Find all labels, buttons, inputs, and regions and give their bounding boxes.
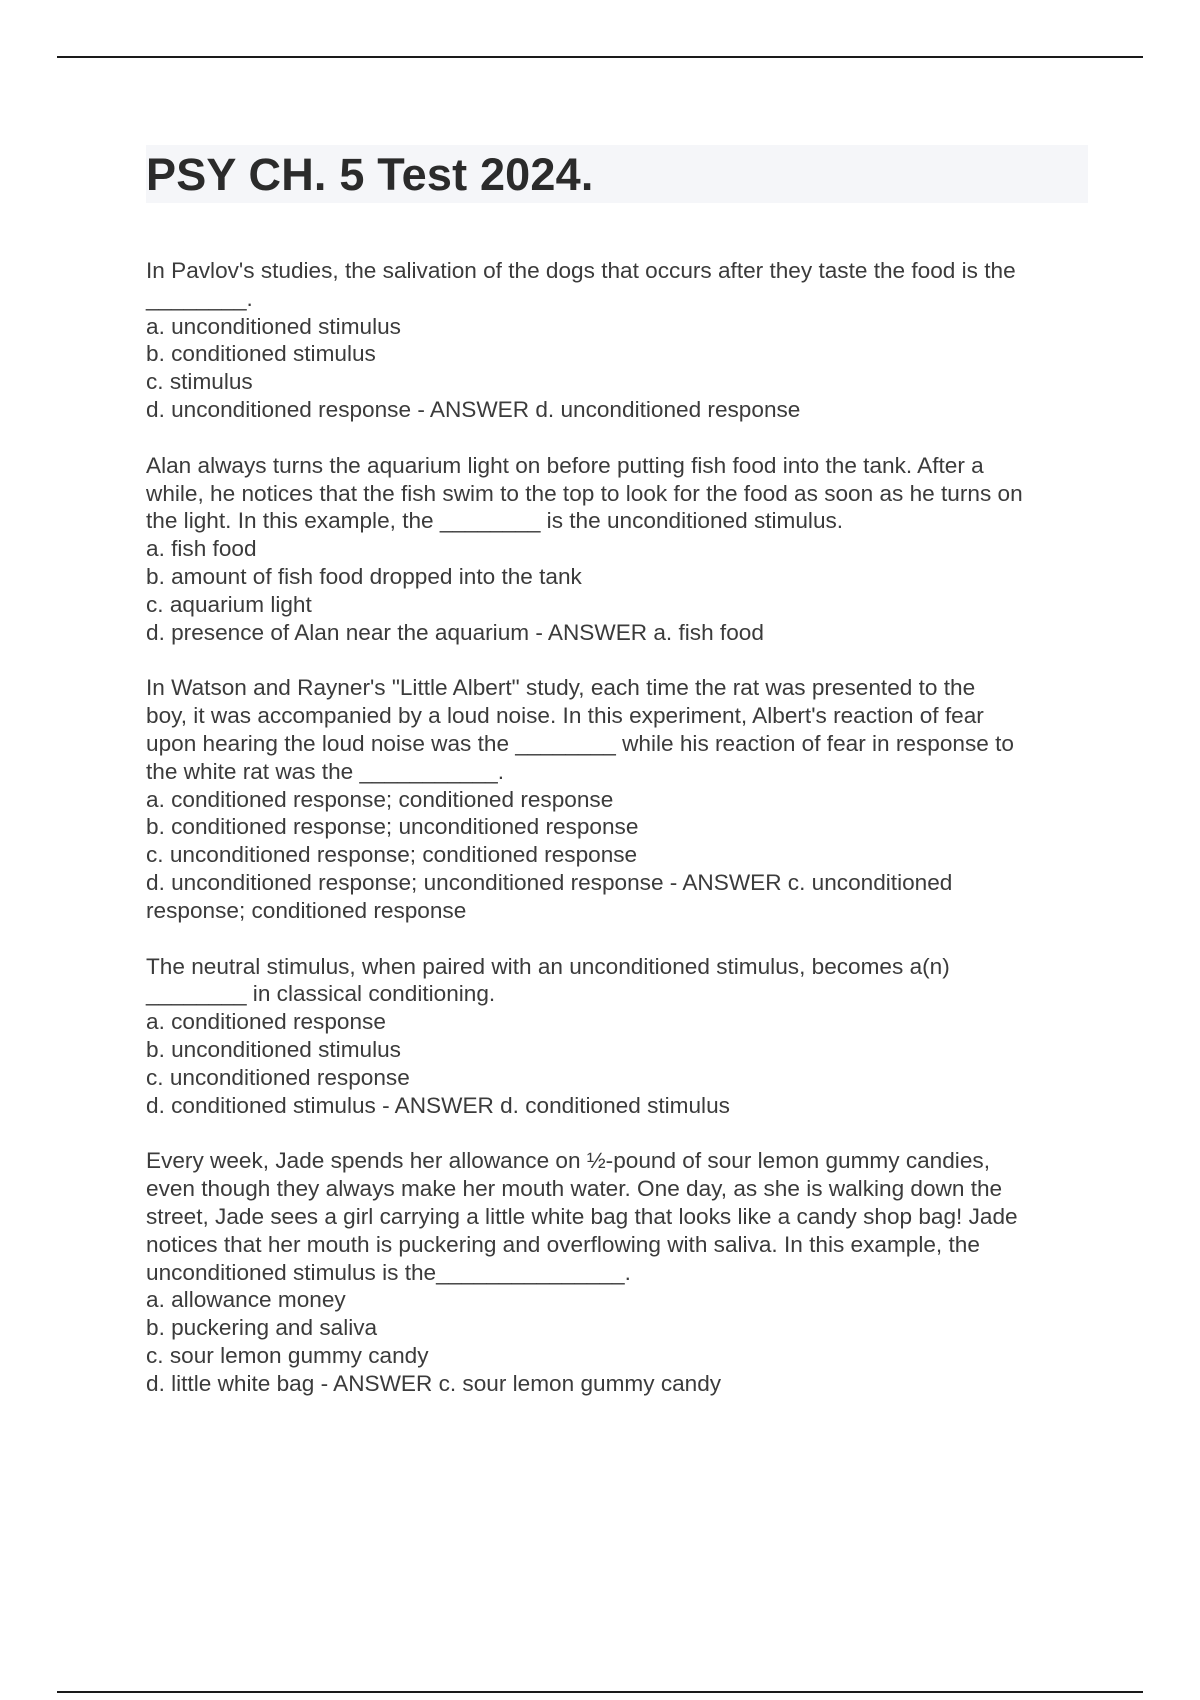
answer-option-a: a. conditioned response — [146, 1009, 386, 1035]
answer-option-d-with-answer: d. presence of Alan near the aquarium - ANSWER a. fish food — [146, 619, 764, 645]
answer-option-a: a. conditioned response; conditioned response — [146, 786, 614, 812]
question-text-line: the light. In this example, the ________ is the unconditioned stimulus. — [146, 508, 844, 534]
question-block — [146, 452, 1088, 647]
question-text-line: boy, it was accompanied by a loud noise. In this experiment, Albert's reaction of fear — [146, 703, 984, 729]
question-block — [146, 1147, 1088, 1397]
question-text-line: even though they always make her mouth water. One day, as she is walking down the — [146, 1176, 1003, 1202]
answer-option-b: b. puckering and saliva — [146, 1315, 378, 1341]
answer-option-c: c. stimulus — [146, 369, 253, 395]
answer-continuation: response; conditioned response — [146, 897, 467, 923]
question-text-line: ________. — [146, 285, 253, 311]
answer-option-c: c. unconditioned response — [146, 1064, 410, 1090]
answer-option-a: a. allowance money — [146, 1287, 346, 1313]
question-text-line: Every week, Jade spends her allowance on ½-pound of sour lemon gummy candies, — [146, 1148, 990, 1174]
question-text-line: upon hearing the loud noise was the ________ while his reaction of fear in response to — [146, 730, 1014, 756]
answer-option-b: b. conditioned response; unconditioned response — [146, 814, 639, 840]
question-block — [146, 257, 1088, 424]
question-text-line: while, he notices that the fish swim to the top to look for the food as soon as he turns on — [146, 480, 1023, 506]
document-body — [146, 145, 1088, 1425]
question-text-line: the white rat was the ___________. — [146, 758, 504, 784]
answer-option-d-with-answer: d. unconditioned response - ANSWER d. unconditioned response — [146, 396, 801, 422]
question-text-line: In Watson and Rayner's "Little Albert" study, each time the rat was presented to the — [146, 675, 976, 701]
answer-option-b: b. unconditioned stimulus — [146, 1036, 401, 1062]
answer-option-c: c. aquarium light — [146, 591, 312, 617]
question-text-line: unconditioned stimulus is the_______________. — [146, 1259, 631, 1285]
question-text-line: street, Jade sees a girl carrying a little white bag that looks like a candy shop bag! Jade — [146, 1203, 1018, 1229]
question-block — [146, 953, 1088, 1120]
question-text-line: ________ in classical conditioning. — [146, 981, 496, 1007]
answer-option-d-with-answer: d. unconditioned response; unconditioned response - ANSWER c. unconditioned — [146, 869, 953, 895]
question-text-line: The neutral stimulus, when paired with an unconditioned stimulus, becomes a(n) — [146, 953, 950, 979]
answer-option-a: a. fish food — [146, 536, 257, 562]
answer-option-d-with-answer: d. little white bag - ANSWER c. sour lemon gummy candy — [146, 1370, 722, 1396]
question-list — [146, 257, 1088, 1397]
question-text-line: In Pavlov's studies, the salivation of the dogs that occurs after they taste the food is the — [146, 258, 1016, 283]
answer-option-b: b. conditioned stimulus — [146, 341, 376, 367]
document-title: PSY CH. 5 Test 2024. — [146, 145, 1088, 203]
bottom-rule — [57, 1691, 1143, 1693]
question-text-line: Alan always turns the aquarium light on before putting fish food into the tank. After a — [146, 452, 984, 478]
top-rule — [57, 56, 1143, 58]
answer-option-c: c. unconditioned response; conditioned response — [146, 842, 638, 868]
answer-option-d-with-answer: d. conditioned stimulus - ANSWER d. conditioned stimulus — [146, 1092, 730, 1118]
answer-option-b: b. amount of fish food dropped into the tank — [146, 563, 582, 589]
answer-option-a: a. unconditioned stimulus — [146, 313, 401, 339]
answer-option-c: c. sour lemon gummy candy — [146, 1342, 429, 1368]
question-block — [146, 674, 1088, 924]
question-text-line: notices that her mouth is puckering and overflowing with saliva. In this example, the — [146, 1231, 980, 1257]
